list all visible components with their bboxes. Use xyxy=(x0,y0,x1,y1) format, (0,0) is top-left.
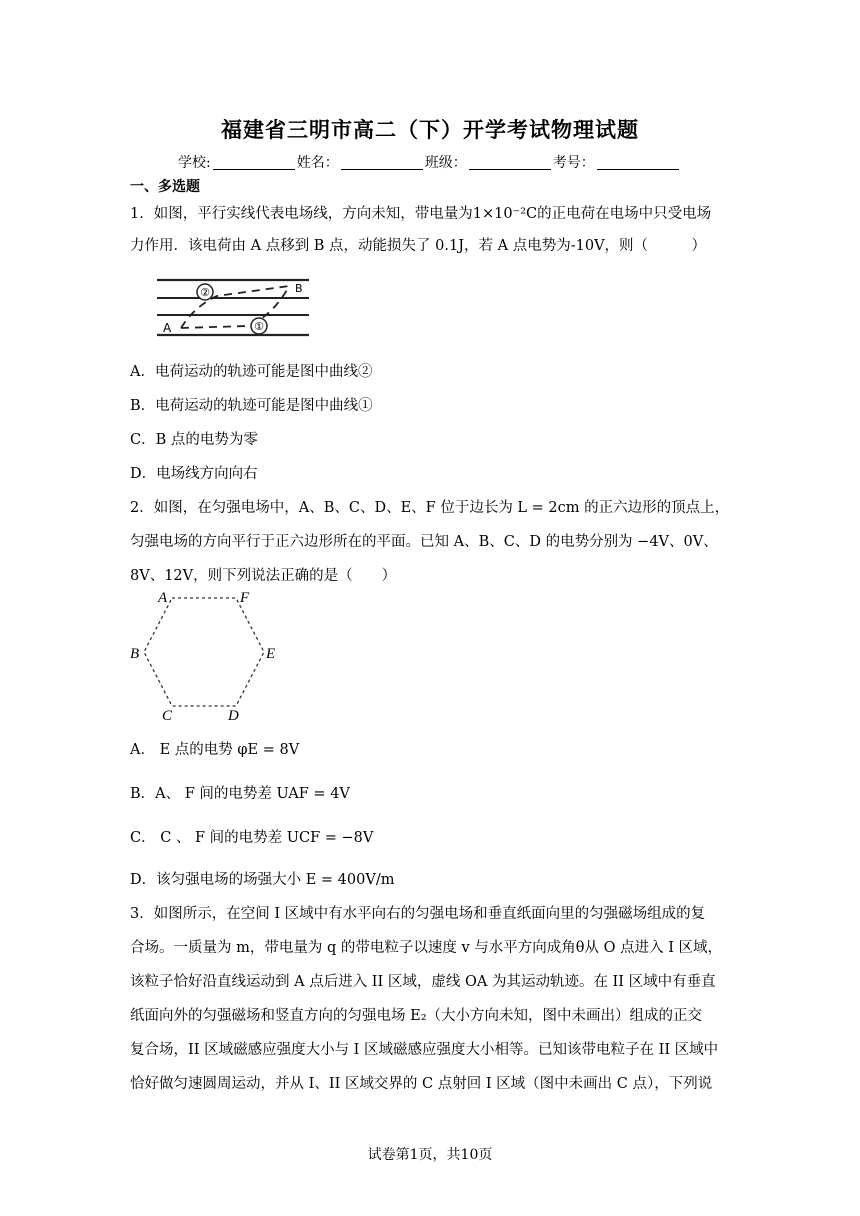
page-title: 福建省三明市高二（下）开学考试物理试题 xyxy=(221,118,639,142)
q1-option-a[interactable]: A．电荷运动的轨迹可能是图中曲线② xyxy=(130,364,373,380)
exam-no-blank[interactable] xyxy=(597,155,679,170)
q2-option-b[interactable]: B．A、 F 间的电势差 UAF = 4V xyxy=(130,786,350,802)
page-footer: 试卷第1页，共10页 xyxy=(367,1147,493,1163)
q3-line-1: 3．如图所示，在空间 I 区域中有水平向右的匀强电场和垂直纸面向里的匀强磁场组成的复 xyxy=(130,906,706,922)
q1-line-1: 1．如图，平行实线代表电场线，方向未知，带电量为1×10⁻²C的正电荷在电场中只受电场 xyxy=(130,206,712,222)
vertex-b-label: B xyxy=(130,646,140,662)
q2-line-3: 8V、12V，则下列说法正确的是（ ） xyxy=(130,568,397,584)
q3-line-2: 合场。一质量为 m，带电量为 q 的带电粒子以速度 v 与水平方向成角θ从 O 点进入 I 区域， xyxy=(130,940,723,956)
curve-2-label: ② xyxy=(200,286,210,299)
hexagon xyxy=(144,598,264,706)
q3-line-3: 该粒子恰好沿直线运动到 A 点后进入 II 区域，虚线 OA 为其运动轨迹。在 II 区域中有垂直 xyxy=(130,974,716,990)
exam-no-label: 考号： xyxy=(552,155,595,171)
name-label: 姓名： xyxy=(296,155,339,171)
point-b-label: B xyxy=(295,282,303,295)
q3-line-5: 复合场，II 区域磁感应强度大小与 I 区域磁感应强度大小相等。已知该带电粒子在 II 区域中 xyxy=(130,1042,719,1058)
name-blank[interactable] xyxy=(341,155,423,170)
vertex-c-label: C xyxy=(162,708,173,724)
q2-hexagon-figure xyxy=(128,588,280,724)
q2-option-a[interactable]: A． E 点的电势 φE = 8V xyxy=(130,742,300,758)
q2-option-c[interactable]: C． C 、 F 间的电势差 UCF = −8V xyxy=(130,830,374,846)
section-heading: 一、多选题 xyxy=(130,179,200,195)
school-blank[interactable] xyxy=(213,155,295,170)
q1-option-c[interactable]: C．B 点的电势为零 xyxy=(130,432,258,448)
vertex-d-label: D xyxy=(228,708,239,724)
student-info-line xyxy=(178,152,681,172)
q1-figure xyxy=(155,274,311,340)
q2-line-1: 2．如图，在匀强电场中，A、B、C、D、E、F 位于边长为 L = 2cm 的正六边形的顶点上， xyxy=(130,500,730,516)
q2-option-d[interactable]: D．该匀强电场的场强大小 E = 400V/m xyxy=(130,872,395,888)
class-label: 班级： xyxy=(424,155,467,171)
q3-line-6: 恰好做匀速圆周运动，并从 I、II 区域交界的 C 点射回 I 区域（图中未画出 C 点），下列说 xyxy=(130,1076,713,1092)
school-label: 学校: xyxy=(178,155,211,171)
curve-1-label: ① xyxy=(254,320,264,333)
class-blank[interactable] xyxy=(469,155,551,170)
q1-option-b[interactable]: B．电荷运动的轨迹可能是图中曲线① xyxy=(130,398,373,414)
q2-line-2: 匀强电场的方向平行于正六边形所在的平面。已知 A、B、C、D 的电势分别为 −4V、0V、 xyxy=(130,534,718,550)
q1-option-d[interactable]: D．电场线方向向右 xyxy=(130,466,258,482)
point-a-label: A xyxy=(163,321,172,335)
vertex-e-label: E xyxy=(266,646,276,662)
vertex-f-label: F xyxy=(240,590,250,606)
q3-line-4: 纸面向外的匀强磁场和竖直方向的匀强电场 E₂（大小方向未知，图中未画出）组成的正交 xyxy=(130,1008,703,1024)
q1-line-2: 力作用．该电荷由 A 点移到 B 点，动能损失了 0.1J，若 A 点电势为-10V，则（ ） xyxy=(130,238,707,254)
vertex-a-label: A xyxy=(158,590,168,606)
